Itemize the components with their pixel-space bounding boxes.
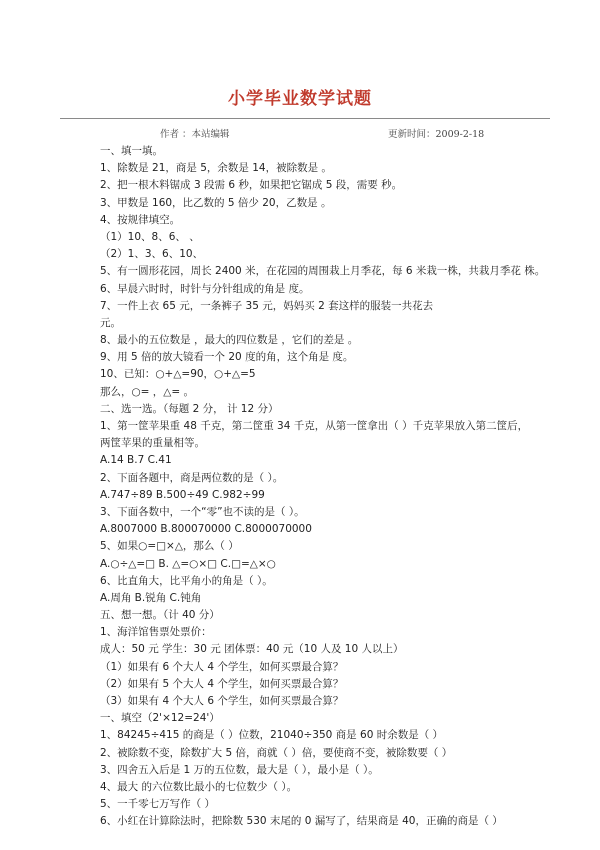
text-line: 一、填一填。 [100, 145, 163, 157]
text-line: 4、按规律填空。 [100, 213, 181, 226]
text-line: 5、一千零七万写作（ ） [100, 798, 216, 811]
text-line: 1、第一筐苹果重 48 千克，第二筐重 34 千克，从第一筐拿出（ ）千克苹果放入第二筐后， [100, 420, 529, 432]
text-line: 2、把一根木料锯成 3 段需 6 秒，如果把它锯成 5 段，需要 秒。 [100, 179, 403, 192]
text-line: 3、四舍五入后是 1 万的五位数，最大是（ ），最小是（ ）。 [100, 763, 379, 776]
text-line: 10、已知：○+△=90，○+△=5 [100, 368, 256, 381]
text-line: 6、小红在计算除法时，把除数 530 末尾的 0 漏写了，结果商是 40，正确的商是（ ） [100, 815, 503, 828]
text-line: （2）如果有 5 个大人 4 个学生，如何买票最合算？ [100, 677, 344, 690]
text-line: 2、下面各题中，商是两位数的是（ ）。 [100, 471, 284, 484]
text-line: 1、海洋馆售票处票价： [100, 626, 212, 639]
text-line: 6、比直角大，比平角小的角是（ ）。 [100, 574, 273, 587]
title-divider [60, 118, 550, 119]
text-line: 9、用 5 倍的放大镜看一个 20 度的角，这个角是 度。 [100, 351, 354, 364]
text-line: 1、除数是 21，商是 5，余数是 14，被除数是 。 [100, 162, 332, 175]
text-line: （2）1、3、6、10、 [100, 248, 204, 261]
text-line: 5、如果○=□×△，那么（ ） [100, 540, 239, 553]
page-title: 小学毕业数学试题 [228, 89, 372, 109]
text-line: 5、有一圆形花园，周长 2400 米，在花园的周围栽上月季花，每 6 米栽一株，共栽月季花 株。 [100, 265, 546, 278]
text-line: A.周角 B.锐角 C.钝角 [100, 591, 202, 604]
text-line: （3）如果有 4 个大人 6 个学生，如何买票最合算？ [100, 695, 344, 707]
text-line: （1）10、8、6、 、 [100, 230, 200, 243]
text-line: 五、想一想。（计 40 分） [100, 609, 220, 622]
update-date: 更新时间：2009-2-18 [388, 129, 485, 140]
text-line: 6、早晨六时时，时针与分针组成的角是 度。 [100, 282, 310, 295]
text-line: 两筐苹果的重量相等。 [100, 437, 205, 450]
text-line: 那么，○= ，△= 。 [100, 385, 195, 398]
author-info: 作者 ：本站编辑 [160, 129, 230, 140]
text-line: 2、被除数不变，除数扩大 5 倍，商就（ ）倍，要使商不变，被除数要（ ） [100, 746, 453, 759]
text-line: 3、下面各数中，一个“零”也不读的是（ ）。 [100, 505, 305, 518]
text-line: 8、最小的五位数是 ，最大的四位数是 ，它们的差是 。 [100, 334, 359, 347]
text-line: 二、选一选。（每题 2 分， 计 12 分） [100, 402, 279, 415]
exam-content [100, 143, 546, 831]
text-line: 1、84245÷415 的商是（ ）位数，21040÷350 商是 60 时余数是（ ） [100, 729, 444, 742]
text-line: 3、甲数是 160，比乙数的 5 倍少 20，乙数是 。 [100, 196, 332, 209]
text-line: 成人：50 元 学生：30 元 团体票：40 元（10 人及 10 人以上） [100, 643, 404, 656]
text-line: 元。 [100, 316, 121, 329]
text-line: A.14 B.7 C.41 [100, 454, 172, 467]
text-line: A.8007000 B.800070000 C.8000070000 [100, 523, 312, 536]
text-line: A.747÷89 B.500÷49 C.982÷99 [100, 488, 265, 501]
text-line: 一、填空（2'×12=24'） [100, 712, 220, 725]
text-line: 4、最大 的六位数比最小的七位数少（ ）。 [100, 780, 298, 793]
text-line: 7、一件上衣 65 元，一条裤子 35 元，妈妈买 2 套这样的服装一共花去 [100, 299, 434, 312]
text-line: （1）如果有 6 个大人 4 个学生，如何买票最合算？ [100, 660, 344, 673]
text-line: A.○÷△=□ B. △=○×□ C.□=△×○ [100, 557, 276, 570]
